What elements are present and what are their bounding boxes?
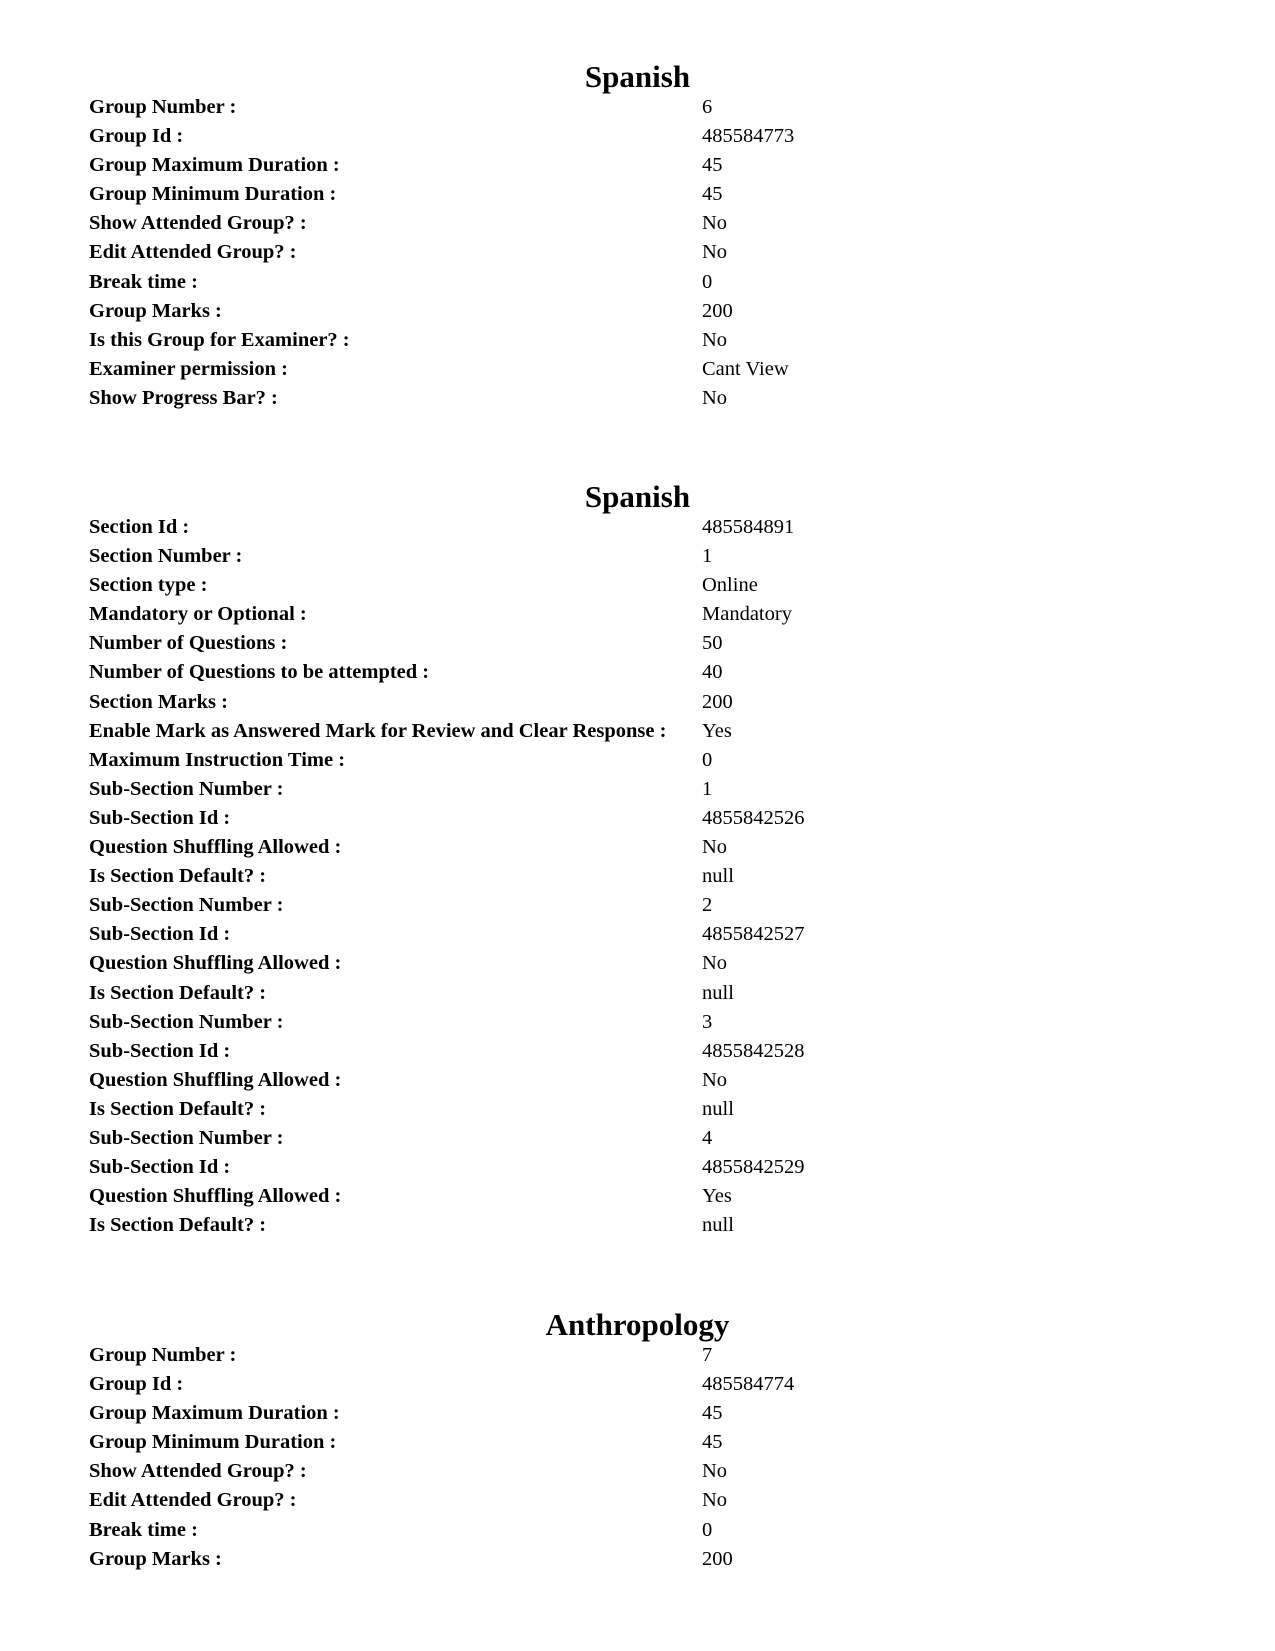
detail-row: [89, 658, 1189, 687]
detail-value: No: [702, 241, 728, 264]
detail-label: Sub-Section Number :: [89, 777, 284, 800]
detail-label: Group Minimum Duration :: [89, 183, 337, 206]
detail-label: Group Maximum Duration :: [89, 154, 340, 177]
detail-label: Group Id :: [89, 125, 184, 148]
detail-row: [89, 600, 1189, 629]
detail-value: 4855842526: [702, 806, 805, 829]
detail-value: 200: [702, 299, 733, 322]
detail-label: Examiner permission :: [89, 357, 288, 380]
detail-value: 45: [702, 154, 723, 177]
detail-label: Sub-Section Id :: [89, 1039, 231, 1062]
detail-label: Group Marks :: [89, 1547, 222, 1570]
detail-value: 45: [702, 183, 723, 206]
detail-label: Section Marks :: [89, 690, 228, 713]
detail-row: [89, 1486, 1189, 1515]
detail-value: 485584891: [702, 516, 795, 538]
detail-label: Is Section Default? :: [89, 1214, 267, 1237]
detail-row: [89, 1341, 1189, 1370]
detail-row: [89, 775, 1189, 804]
detail-label: Section Id :: [89, 516, 190, 538]
detail-row: [89, 1037, 1189, 1066]
detail-row: [89, 1457, 1189, 1486]
detail-row: [89, 979, 1189, 1008]
detail-value: null: [702, 981, 734, 1004]
detail-value: 0: [702, 1518, 713, 1541]
detail-row: [89, 1066, 1189, 1095]
detail-row: [89, 326, 1189, 355]
detail-label: Section Number :: [89, 545, 243, 568]
detail-label: Question Shuffling Allowed :: [89, 1185, 342, 1208]
detail-label: Is Section Default? :: [89, 1097, 267, 1120]
detail-label: Break time :: [89, 1518, 198, 1541]
detail-row: [89, 542, 1189, 571]
detail-row: [89, 804, 1189, 833]
detail-value: 2: [702, 894, 713, 917]
detail-row: [89, 93, 1189, 122]
detail-value: 4855842528: [702, 1039, 805, 1062]
detail-label: Group Id :: [89, 1373, 184, 1396]
detail-value: Yes: [702, 719, 732, 742]
detail-row: [89, 717, 1189, 746]
detail-label: Sub-Section Id :: [89, 806, 231, 829]
detail-row: [89, 180, 1189, 209]
detail-label: Maximum Instruction Time :: [89, 748, 346, 771]
detail-value: 4: [702, 1126, 713, 1149]
detail-value: 45: [702, 1431, 723, 1454]
detail-label: Number of Questions :: [89, 632, 288, 655]
block-title: Anthropology: [545, 1307, 730, 1342]
details-list: [89, 513, 1189, 1240]
detail-label: Enable Mark as Answered Mark for Review and Clear Response :: [89, 719, 667, 742]
detail-label: Edit Attended Group? :: [89, 1489, 297, 1512]
detail-value: 0: [702, 748, 713, 771]
detail-label: Break time :: [89, 270, 198, 293]
detail-value: 1: [702, 545, 713, 568]
detail-label: Show Progress Bar? :: [89, 386, 278, 409]
detail-label: Section type :: [89, 574, 208, 597]
detail-row: [89, 1182, 1189, 1211]
detail-row: [89, 122, 1189, 151]
detail-value: No: [702, 1068, 728, 1091]
detail-label: Sub-Section Number :: [89, 1010, 284, 1033]
detail-value: 200: [702, 1547, 733, 1570]
detail-row: [89, 1516, 1189, 1545]
detail-row: [89, 268, 1189, 297]
detail-value: null: [702, 1214, 734, 1237]
detail-value: No: [702, 1489, 728, 1512]
detail-value: 485584774: [702, 1373, 795, 1396]
detail-row: [89, 629, 1189, 658]
detail-row: [89, 891, 1189, 920]
detail-label: Group Marks :: [89, 299, 222, 322]
detail-label: Is this Group for Examiner? :: [89, 328, 350, 351]
detail-value: 3: [702, 1010, 713, 1033]
detail-value: 0: [702, 270, 713, 293]
detail-value: 7: [702, 1344, 713, 1366]
details-list: [89, 1341, 1189, 1574]
detail-value: Mandatory: [702, 603, 792, 626]
detail-row: [89, 384, 1189, 413]
detail-value: 1: [702, 777, 713, 800]
detail-row: [89, 238, 1189, 267]
detail-value: null: [702, 865, 734, 888]
detail-row: [89, 1370, 1189, 1399]
detail-label: Is Section Default? :: [89, 981, 267, 1004]
detail-label: Sub-Section Id :: [89, 923, 231, 946]
detail-row: [89, 151, 1189, 180]
detail-value: 200: [702, 690, 733, 713]
detail-value: No: [702, 1460, 728, 1483]
detail-value: 6: [702, 96, 713, 118]
detail-row: [89, 1211, 1189, 1240]
detail-label: Question Shuffling Allowed :: [89, 836, 342, 859]
detail-label: Group Number :: [89, 1344, 237, 1366]
detail-label: Number of Questions to be attempted :: [89, 661, 430, 684]
detail-row: [89, 513, 1189, 542]
detail-row: [89, 1095, 1189, 1124]
detail-value: 485584773: [702, 125, 795, 148]
detail-row: [89, 1124, 1189, 1153]
detail-label: Group Number :: [89, 96, 237, 118]
details-list: [89, 93, 1189, 413]
detail-row: [89, 1545, 1189, 1574]
detail-row: [89, 355, 1189, 384]
detail-label: Show Attended Group? :: [89, 212, 307, 235]
detail-row: [89, 920, 1189, 949]
detail-row: [89, 571, 1189, 600]
detail-row: [89, 1399, 1189, 1428]
detail-value: null: [702, 1097, 734, 1120]
detail-label: Sub-Section Number :: [89, 1126, 284, 1149]
detail-value: No: [702, 328, 728, 351]
detail-value: Online: [702, 574, 758, 597]
detail-row: [89, 862, 1189, 891]
detail-label: Question Shuffling Allowed :: [89, 1068, 342, 1091]
detail-value: Cant View: [702, 357, 789, 380]
detail-label: Show Attended Group? :: [89, 1460, 307, 1483]
detail-label: Sub-Section Number :: [89, 894, 284, 917]
detail-label: Edit Attended Group? :: [89, 241, 297, 264]
detail-value: 4855842529: [702, 1156, 805, 1179]
detail-label: Group Maximum Duration :: [89, 1402, 340, 1425]
detail-label: Group Minimum Duration :: [89, 1431, 337, 1454]
detail-label: Is Section Default? :: [89, 865, 267, 888]
detail-row: [89, 1428, 1189, 1457]
detail-value: Yes: [702, 1185, 732, 1208]
detail-row: [89, 297, 1189, 326]
detail-row: [89, 209, 1189, 238]
detail-value: 40: [702, 661, 723, 684]
detail-row: [89, 688, 1189, 717]
block-title: Spanish: [584, 59, 691, 94]
detail-row: [89, 1008, 1189, 1037]
detail-label: Mandatory or Optional :: [89, 603, 307, 626]
detail-value: No: [702, 386, 728, 409]
block-title: Spanish: [584, 479, 691, 514]
detail-value: 50: [702, 632, 723, 655]
detail-value: No: [702, 952, 728, 975]
detail-value: No: [702, 212, 728, 235]
detail-value: 4855842527: [702, 923, 805, 946]
detail-row: [89, 746, 1189, 775]
detail-row: [89, 1153, 1189, 1182]
detail-label: Sub-Section Id :: [89, 1156, 231, 1179]
detail-row: [89, 833, 1189, 862]
detail-value: 45: [702, 1402, 723, 1425]
detail-value: No: [702, 836, 728, 859]
detail-row: [89, 949, 1189, 978]
detail-label: Question Shuffling Allowed :: [89, 952, 342, 975]
